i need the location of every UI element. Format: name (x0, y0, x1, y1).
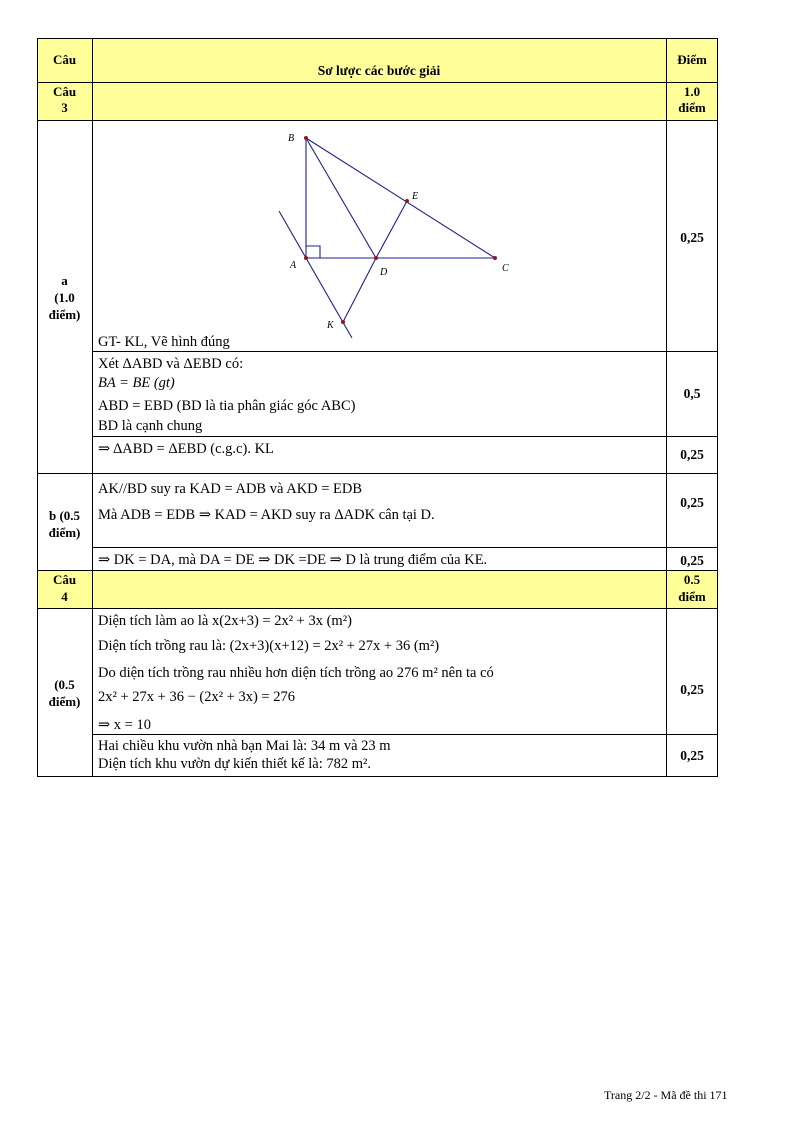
point-label-K: K (327, 320, 334, 331)
q3-score: 1.0 (683, 84, 701, 99)
q4-line3: Do diện tích trồng rau nhiều hơn diện tích trồng ao 276 m² nên ta có (98, 665, 494, 681)
header-cau: Câu (52, 52, 77, 67)
table-border-right (717, 38, 718, 777)
row-line (92, 436, 718, 437)
part-a-points: (1.0 (54, 290, 75, 305)
q4-score-1: 0,25 (680, 682, 704, 697)
part-a-score-1: 0,25 (680, 230, 704, 245)
q4-line2: Diện tích trồng rau là: (2x+3)(x+12) = 2x² + 27x + 36 (m²) (98, 638, 440, 654)
q4-score-unit: điểm (678, 589, 706, 604)
gt-kl-text: GT- KL, Vẽ hình đúng (98, 334, 230, 350)
part-b-step1-line1: AK//BD suy ra KAD = ADB và AKD = EDB (98, 481, 363, 497)
q3-number: 3 (61, 100, 68, 115)
part-a-step2-line2: BA = BE (gt) (98, 375, 175, 391)
q3-label: Câu (52, 84, 77, 99)
part-a-step3: ⇒ ΔABD = ΔEBD (c.g.c). KL (98, 441, 274, 457)
part-a-points-unit: điểm) (48, 307, 81, 322)
row-line (37, 570, 718, 571)
segment-DK (343, 258, 376, 322)
point-label-B: B (288, 133, 295, 144)
part-a-step2-line1: Xét ΔABD và ΔEBD có: (98, 356, 244, 372)
col-divider-2 (666, 38, 667, 777)
header-score: Điểm (677, 52, 707, 67)
row-line (37, 608, 718, 609)
q4-score: 0.5 (683, 572, 701, 587)
row-line (92, 351, 718, 352)
table-border-left (37, 38, 38, 777)
part-a-score-2: 0,5 (683, 386, 701, 401)
part-b-score-1: 0,25 (680, 495, 704, 510)
segment-BC (306, 138, 495, 258)
q4-label: Câu (52, 572, 77, 587)
right-angle-mark (306, 246, 320, 258)
q3-score-unit: điểm (678, 100, 706, 115)
point-label-E: E (412, 191, 419, 202)
q4-line1: Diện tích làm ao là x(2x+3) = 2x² + 3x (m²) (98, 613, 352, 629)
segment-DE (376, 201, 407, 258)
q4-score-2: 0,25 (680, 748, 704, 763)
q3-title-row (37, 82, 718, 120)
header-steps: Sơ lược các bước giải (317, 63, 441, 78)
row-line (92, 547, 718, 548)
point-label-A: A (290, 260, 297, 271)
q4-line4: 2x² + 27x + 36 − (2x² + 3x) = 276 (98, 689, 295, 705)
col-divider-1 (92, 38, 93, 777)
q4-line7: Diện tích khu vườn dự kiến thiết kế là: 782 m². (98, 756, 371, 772)
part-a-label: a (61, 273, 68, 288)
row-line (92, 734, 718, 735)
row-line (37, 82, 718, 83)
q4-title-row (37, 570, 718, 608)
part-b-points-unit: điểm) (48, 525, 81, 540)
q4-line6: Hai chiều khu vườn nhà bạn Mai là: 34 m và 23 m (98, 738, 391, 754)
segment-BD (306, 138, 376, 258)
part-b-step2: ⇒ DK = DA, mà DA = DE ⇒ DK =DE ⇒ D là trung điểm của KE. (98, 552, 488, 568)
part-b-score-2: 0,25 (680, 553, 704, 568)
part-a-score-3: 0,25 (680, 447, 704, 462)
page-footer: Trang 2/2 - Mã đề thi 171 (604, 1088, 728, 1102)
point-label-D: D (380, 267, 388, 278)
part-b-step1-line2: Mà ADB = EDB ⇒ KAD = AKD suy ra ΔADK cân tại D. (98, 507, 435, 523)
part-a-step2-line4: BD là cạnh chung (98, 418, 203, 434)
q4-part-label: (0.5 (54, 677, 75, 692)
row-line (37, 473, 718, 474)
q4-part-points-unit: điểm) (48, 694, 81, 709)
q4-line5: ⇒ x = 10 (98, 717, 151, 733)
q4-number: 4 (61, 589, 68, 604)
row-line (37, 120, 718, 121)
point-label-C: C (502, 263, 509, 274)
part-b-label: b (0.5 (48, 508, 81, 523)
table-border-bottom (37, 776, 718, 777)
part-a-step2-line3: ABD = EBD (BD là tia phân giác góc ABC) (98, 398, 356, 414)
table-border-top (37, 38, 718, 39)
